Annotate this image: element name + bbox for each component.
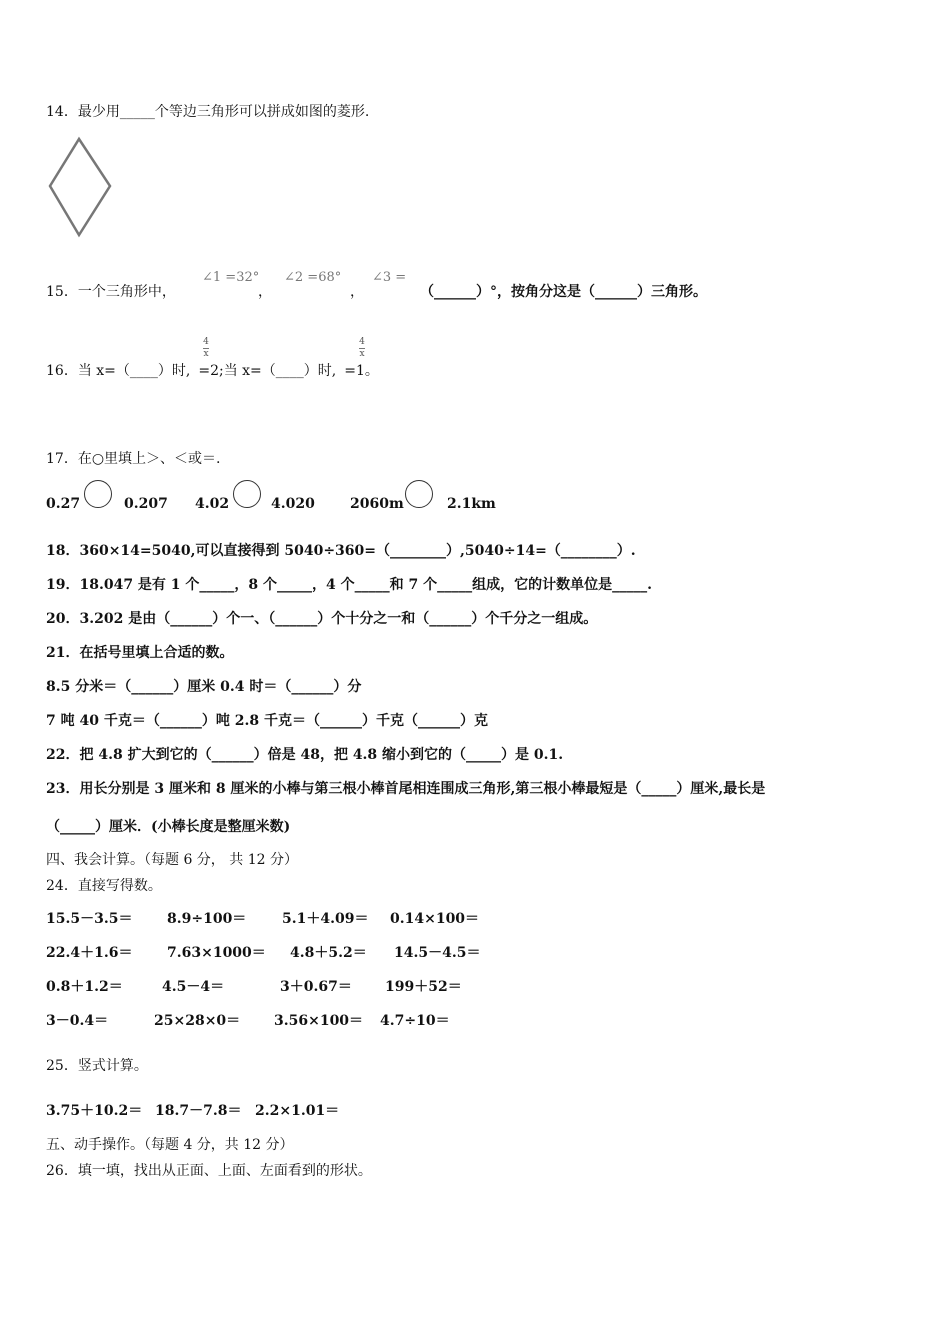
q16-frac2-num: 4	[359, 337, 365, 347]
compare-circle[interactable]	[405, 480, 433, 508]
calc-item: 7.63×1000＝	[167, 945, 266, 961]
q17-item: 2.1km	[447, 496, 496, 512]
q16-frac1-num: 4	[203, 337, 209, 347]
q23-line1: 23．用长分别是 3 厘米和 8 厘米的小棒与第三根小棒首尾相连围成三角形,第三根小棒最短是（_____）厘米,最长是	[46, 781, 766, 797]
calc-item: 22.4＋1.6＝	[46, 945, 133, 961]
q21-title: 21．在括号里填上合适的数。	[46, 645, 234, 661]
vertical-calc-item: 18.7－7.8＝	[155, 1103, 242, 1119]
calc-item: 0.8＋1.2＝	[46, 979, 123, 995]
q16-part2: =2;当 x=（____）时,	[198, 363, 337, 379]
q15-angle2: ∠2 =68°	[284, 270, 342, 285]
section-4-heading: 四、我会计算。（每题 6 分， 共 12 分）	[46, 852, 298, 868]
calc-item: 14.5－4.5＝	[394, 945, 481, 961]
q20-text: 20．3.202 是由（______）个一、（______）个十分之一和（______）个千分之一组成。	[46, 611, 598, 627]
q17-item: 4.02	[195, 496, 230, 512]
calc-item: 4.7÷10＝	[380, 1013, 450, 1029]
q24-title: 24．直接写得数。	[46, 878, 162, 894]
calc-item: 3－0.4＝	[46, 1013, 109, 1029]
q16-frac1-den: x	[203, 349, 209, 359]
q16-part3: =1。	[344, 363, 379, 379]
calc-item: 5.1＋4.09＝	[282, 911, 369, 927]
calc-item: 3＋0.67＝	[280, 979, 352, 995]
q22-text: 22．把 4.8 扩大到它的（______）倍是 48，把 4.8 缩小到它的（_____）是 0.1.	[46, 747, 564, 763]
rhombus-shape	[50, 139, 110, 235]
q17-title: 17．在○里填上＞、＜或＝.	[46, 451, 221, 467]
vertical-calc-item: 2.2×1.01＝	[255, 1103, 340, 1119]
vertical-calc-item: 3.75＋10.2＝	[46, 1103, 143, 1119]
q15-prefix: 15．一个三角形中，	[46, 284, 176, 300]
q18-text: 18．360×14=5040,可以直接得到 5040÷360=（________）,5040÷14=（________）.	[46, 543, 636, 559]
q15-angle1: ∠1 =32°	[202, 270, 260, 285]
calc-item: 8.9÷100＝	[167, 911, 247, 927]
calc-item: 199＋52＝	[385, 979, 462, 995]
q17-item: 4.020	[271, 496, 315, 512]
q16-part1: 16．当 x=（____）时,	[46, 363, 191, 379]
q17-item: 0.27	[46, 496, 81, 512]
q16-fraction-2	[357, 338, 367, 359]
q16-fraction-1	[201, 338, 211, 359]
q19-text: 19．18.047 是有 1 个_____，8 个_____，4 个_____和 7 个_____组成，它的计数单位是_____.	[46, 577, 653, 593]
calc-item: 4.5－4＝	[162, 979, 225, 995]
q15-sep1: ，	[258, 284, 272, 300]
q15-suffix: （______）°，按角分这是（______）三角形。	[420, 284, 707, 300]
calc-item: 4.8＋5.2＝	[290, 945, 367, 961]
q15-sep2: ，	[350, 284, 364, 300]
q14-text: 14．最少用_____个等边三角形可以拼成如图的菱形.	[46, 104, 370, 120]
q17-item: 0.207	[124, 496, 168, 512]
q23-line2: （_____）厘米．(小棒长度是整厘米数)	[46, 819, 291, 835]
calc-item: 3.56×100＝	[274, 1013, 364, 1029]
calc-item: 25×28×0＝	[154, 1013, 241, 1029]
q25-title: 25．竖式计算。	[46, 1058, 148, 1074]
calc-item: 0.14×100＝	[390, 911, 480, 927]
rhombus-figure	[46, 136, 114, 238]
compare-circle[interactable]	[84, 480, 112, 508]
q21-line2: 7 吨 40 千克＝（______）吨 2.8 千克＝（______）千克（______）克	[46, 713, 488, 729]
q15-angle3: ∠3 =	[372, 270, 407, 285]
q26-text: 26．填一填，找出从正面、上面、左面看到的形状。	[46, 1163, 372, 1179]
q17-item: 2060m	[350, 496, 404, 512]
compare-circle[interactable]	[233, 480, 261, 508]
section-5-heading: 五、动手操作。（每题 4 分，共 12 分）	[46, 1137, 294, 1153]
q16-frac2-den: x	[359, 349, 365, 359]
calc-item: 15.5－3.5＝	[46, 911, 133, 927]
q16-line	[46, 362, 379, 380]
q21-line1: 8.5 分米＝（______）厘米 0.4 时＝（______）分	[46, 679, 362, 695]
